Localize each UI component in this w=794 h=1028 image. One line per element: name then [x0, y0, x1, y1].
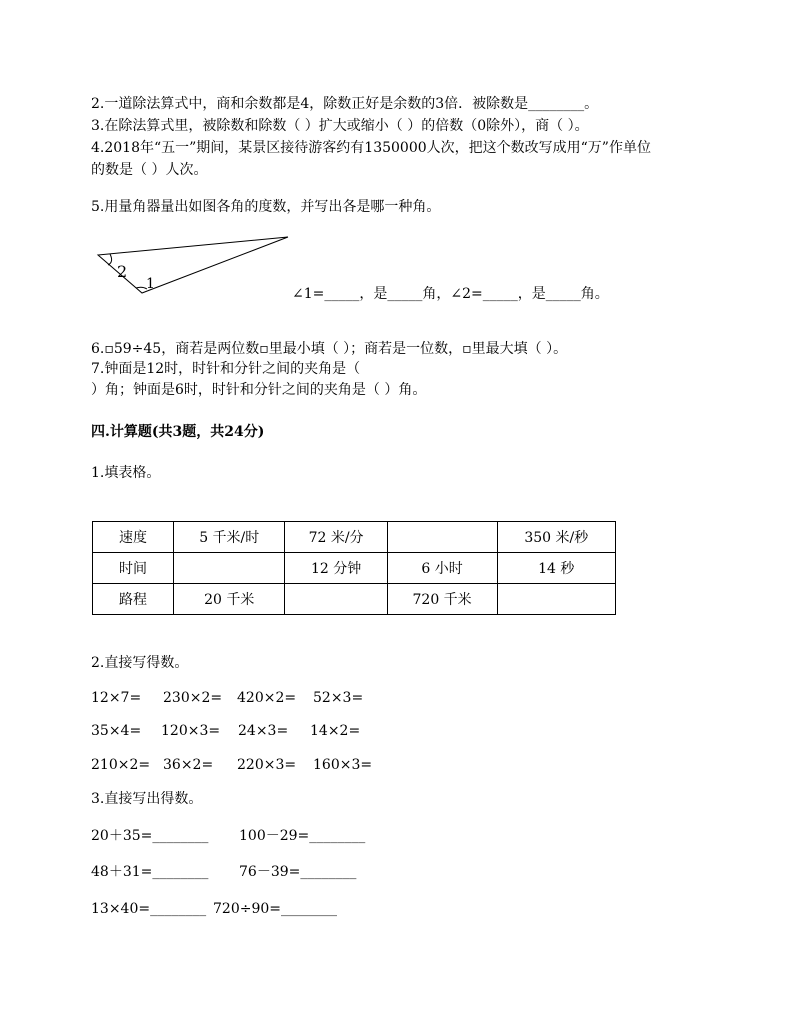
- table-cell: [285, 584, 387, 615]
- calc-item: 13×40=________: [91, 901, 207, 917]
- calc-item: 100－29=________: [239, 828, 366, 844]
- angle-1-label: 1: [146, 276, 155, 292]
- table-cell: 14 秒: [497, 553, 615, 584]
- question-7-line-2: ）角；钟面是6时，时针和分针之间的夹角是（ ）角。: [91, 382, 427, 398]
- calc-item: 12×7=: [91, 690, 142, 706]
- question-4-line-2: 的数是（ ）人次。: [91, 162, 208, 178]
- question-2: 2.一道除法算式中，商和余数都是4，除数正好是余数的3倍．被除数是________。: [91, 96, 599, 112]
- fill-table: [92, 521, 616, 615]
- calc-item: 24×3=: [238, 723, 289, 739]
- table-cell: 720 千米: [387, 584, 497, 615]
- table-cell: 350 米/秒: [497, 522, 615, 553]
- table-row: [93, 584, 616, 615]
- table-cell: [174, 553, 285, 584]
- section-heading: 四.计算题(共3题，共24分): [91, 424, 265, 440]
- table-row: [93, 522, 616, 553]
- calc-item: 720÷90=________: [213, 901, 337, 917]
- calc-item: 220×3=: [237, 757, 297, 773]
- calc-item: 120×3=: [161, 723, 221, 739]
- table-cell: 路程: [93, 584, 174, 615]
- question-7-line-1: 7.钟面是12时，时针和分针之间的夹角是（: [91, 361, 361, 377]
- calc-1-title: 1.填表格。: [91, 465, 161, 481]
- table-cell: 72 米/分: [285, 522, 387, 553]
- table-cell: 速度: [93, 522, 174, 553]
- question-3: 3.在除法算式里，被除数和除数（ ）扩大或缩小（ ）的倍数（0除外），商（ ）。: [91, 118, 589, 134]
- table-cell: 6 小时: [387, 553, 497, 584]
- question-5-answer: ∠1=_____，是_____角，∠2=_____，是_____角。: [292, 286, 609, 302]
- table-row: [93, 553, 616, 584]
- calc-item: 36×2=: [163, 757, 214, 773]
- table-cell: [497, 584, 615, 615]
- question-6: 6.▫59÷45，商若是两位数▫里最小填（ ）；商若是一位数，▫里最大填（ ）。: [91, 341, 568, 357]
- angle-figure: [92, 232, 297, 302]
- table-cell: 20 千米: [174, 584, 285, 615]
- table-cell: 5 千米/时: [174, 522, 285, 553]
- calc-item: 52×3=: [313, 690, 364, 706]
- angle-2-label: 2: [117, 262, 128, 281]
- calc-item: 48＋31=________: [91, 864, 209, 880]
- table-cell: [387, 522, 497, 553]
- calc-item: 76－39=________: [239, 864, 357, 880]
- question-5: 5.用量角器量出如图各角的度数，并写出各是哪一种角。: [91, 199, 441, 215]
- calc-item: 14×2=: [310, 723, 361, 739]
- calc-2-title: 2.直接写得数。: [91, 655, 189, 671]
- calc-item: 230×2=: [163, 690, 223, 706]
- calc-item: 210×2=: [91, 757, 151, 773]
- calc-item: 160×3=: [313, 757, 373, 773]
- calc-3-title: 3.直接写出得数。: [91, 791, 203, 807]
- angle-2-arc: [108, 254, 112, 265]
- calc-item: 420×2=: [237, 690, 297, 706]
- calc-item: 35×4=: [91, 723, 142, 739]
- table-cell: 12 分钟: [285, 553, 387, 584]
- question-4-line-1: 4.2018年“五一”期间，某景区接待游客约有1350000人次，把这个数改写成用“万”作单位: [91, 140, 651, 156]
- table-cell: 时间: [93, 553, 174, 584]
- calc-item: 20＋35=________: [91, 828, 209, 844]
